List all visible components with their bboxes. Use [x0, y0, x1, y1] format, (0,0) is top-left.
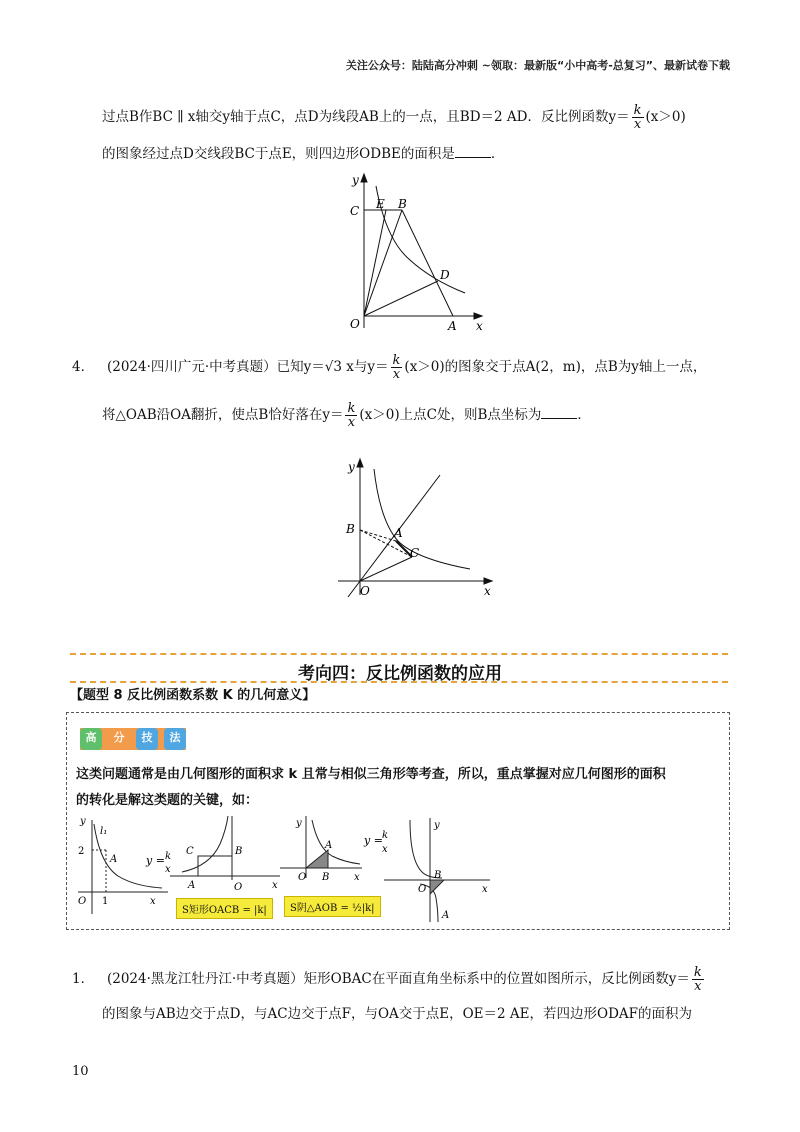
q4-frac1-num: k [392, 353, 401, 368]
tips-badge-group [80, 728, 186, 750]
g2-label-yeq: y = [146, 854, 165, 867]
q4-line2-text: 将△OAB沿OA翻折，使点B恰好落在y＝ [102, 407, 344, 423]
page-header: 关注公众号：陆陆高分冲刺 ~领取：最新版“小中高考-总复习”、最新试卷下载 [345, 59, 730, 72]
q1-line1-text: (2024·黑龙江牡丹江·中考真题）矩形OBAC在平面直角坐标系中的位置如图所示，反比例函数y＝ [106, 971, 690, 987]
fig2-hyperbola [374, 469, 470, 569]
mini-graphs [70, 814, 730, 924]
fig2-label-C: C [410, 546, 420, 560]
g1-label-l1: l₁ [100, 826, 108, 837]
tips-line1: 这类问题通常是由几何图形的面积求 k 且常与相似三角形等考查，所以，重点掌握对应几何图形的面积 [76, 767, 666, 782]
section-title: 考向四：反比例函数的应用 [298, 664, 502, 684]
q4-fraction-2 [345, 402, 357, 429]
fig1-segment-BA [402, 210, 453, 316]
fig2-label-A: A [394, 526, 403, 540]
figure-1 [340, 168, 490, 338]
g2-label-A: A [188, 880, 196, 891]
fig2-label-x: x [484, 584, 491, 598]
page-number: 10 [72, 1064, 89, 1079]
q1-fraction [692, 966, 704, 993]
g4-label-x-den: x [382, 844, 388, 855]
g4-label-B: B [434, 870, 442, 881]
g2-label-k: k [165, 851, 172, 862]
figure-2 [330, 455, 500, 600]
g3-label-B: B [322, 872, 330, 883]
g2-label-x: x [272, 880, 278, 891]
fig1-y-arrow [361, 174, 367, 182]
q3-fraction [632, 104, 644, 131]
q4-number: 4． [72, 359, 95, 375]
q4-line2 [102, 402, 591, 429]
q4-frac1-den: x [392, 367, 401, 382]
fig1-label-y: y [352, 173, 359, 187]
g1-label-x: x [150, 896, 156, 907]
q3-domain: (x＞0) [645, 109, 686, 125]
fig1-label-C: C [350, 204, 360, 218]
q3-line1 [102, 104, 686, 131]
q4-line1 [72, 354, 706, 381]
g2-label-O: O [234, 882, 243, 893]
g1-label-2: 2 [78, 846, 85, 857]
fig1-label-A: A [448, 319, 457, 333]
tips-badge-1: 高 [80, 728, 102, 750]
q4-line2-end: ． [577, 407, 591, 423]
q1-frac-num: k [693, 965, 702, 980]
formula-triangle: S阴△AOB = ½|k| [284, 896, 381, 917]
g4-label-y: y [434, 820, 440, 831]
q4-frac2-num: k [347, 401, 356, 416]
section-divider-top [70, 653, 728, 655]
g1-label-A: A [110, 854, 118, 865]
g2-label-B: B [235, 846, 243, 857]
g4-label-O: O [418, 884, 427, 895]
q1-number: 1． [72, 971, 95, 987]
fig2-segment-OC [360, 557, 412, 581]
fig1-label-B: B [398, 197, 407, 211]
tips-badge-4: 法 [164, 728, 186, 750]
g4-label-k: k [382, 830, 389, 841]
g2-label-x-den: x [165, 864, 171, 875]
answer-blank[interactable] [541, 417, 577, 419]
q3-line2 [102, 144, 504, 164]
fig2-label-O: O [360, 584, 370, 598]
g3-label-O: O [298, 872, 307, 883]
g4-label-x: x [482, 884, 488, 895]
g2-rectangle [198, 856, 232, 876]
tips-line2: 的转化是解这类题的关键，如： [76, 793, 259, 808]
g4-label-yeq: y = [364, 834, 383, 847]
q3-frac-den: x [633, 117, 642, 132]
tips-badge-3: 技 [136, 728, 158, 750]
q1-line1 [72, 966, 706, 993]
q3-line1-text: 过点B作BC ∥ x轴交y轴于点C，点D为线段AB上的一点，且BD＝2 AD．反比例函数y＝ [102, 109, 630, 125]
q3-line2-text: 的图象经过点D交线段BC于点E，则四边形ODBE的面积是 [102, 146, 455, 162]
q1-line2: 的图象与AB边交于点D，与AC边交于点F，与OA交于点E，OE＝2 AE，若四边形ODAF的面积为 [102, 1006, 693, 1022]
g4-label-A: A [442, 910, 450, 921]
g4-shaded-triangle [430, 880, 444, 894]
section-divider-bottom [70, 681, 728, 683]
fig1-label-D: D [440, 268, 450, 282]
q4-line2-rest: (x＞0)上点C处，则B点坐标为 [359, 407, 542, 423]
fig1-label-x: x [476, 319, 483, 333]
q4-fraction-1 [391, 354, 403, 381]
fig2-label-y: y [348, 460, 355, 474]
g3-shaded-triangle [306, 850, 328, 868]
g1-label-y: y [80, 816, 86, 827]
fig1-label-O: O [350, 317, 360, 331]
g3-label-y: y [296, 818, 302, 829]
q4-frac2-den: x [347, 415, 356, 430]
fig2-y-arrow [357, 459, 363, 467]
g3-label-x: x [354, 872, 360, 883]
type-title: 【题型 8 反比例函数系数 K 的几何意义】 [70, 688, 316, 703]
g1-label-1: 1 [102, 896, 109, 907]
fig2-segment-BC [360, 530, 412, 557]
q1-frac-den: x [694, 979, 702, 994]
formula-rectangle: S矩形OACB = |k| [176, 898, 273, 919]
fig1-hyperbola [376, 186, 465, 293]
g2-curve [182, 816, 228, 872]
g3-label-A: A [325, 840, 333, 851]
q3-frac-num: k [633, 103, 642, 118]
tips-badge-2: 分 [108, 728, 130, 750]
q4-line1-text: (2024·四川广元·中考真题）已知y＝√3 x与y＝ [106, 359, 389, 375]
fig2-label-B: B [346, 522, 355, 536]
g1-label-O: O [78, 896, 87, 907]
answer-blank[interactable] [455, 156, 491, 158]
q4-line1-rest: (x＞0)的图象交于点A(2，m)，点B为y轴上一点， [404, 359, 707, 375]
fig1-label-E: E [376, 197, 385, 211]
q3-line2-end: ． [490, 146, 505, 162]
g2-label-C: C [186, 846, 194, 857]
